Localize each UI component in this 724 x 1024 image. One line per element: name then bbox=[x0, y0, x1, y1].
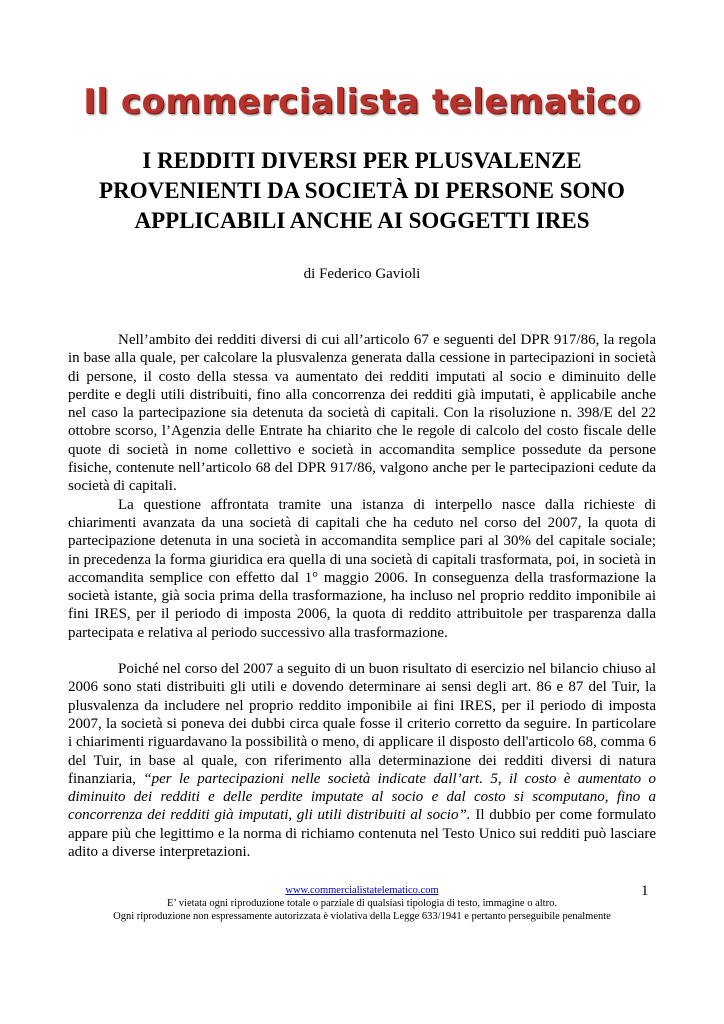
footer-copyright-line-1: E’ vietata ogni riproduzione totale o parziale di qualsiasi tipologia di testo, immagine o altro. bbox=[167, 898, 557, 909]
article-title-line-3: APPLICABILI ANCHE AI SOGGETTI IRES bbox=[134, 208, 590, 233]
article-title-line-1: I REDDITI DIVERSI PER PLUSVALENZE bbox=[142, 148, 582, 173]
page-number: 1 bbox=[641, 883, 649, 899]
article-body bbox=[68, 331, 656, 861]
paragraph-3-quote: “per le partecipazioni nelle società indicate dall’art. 5, il costo è aumentato o diminuito dei redditi e delle perdite imputate al socio e dal costo si scomputano, fino a concorrenza dei redditi già imputati, gli utili distribuiti al socio”. bbox=[68, 770, 656, 824]
article-title-line-2: PROVENIENTI DA SOCIETÀ DI PERSONE SONO bbox=[99, 178, 625, 203]
brand-logo-text: Il commercialista telematico bbox=[83, 82, 641, 122]
paragraph-3-text-after: Il dubbio per come formulato appare più che legittimo e la norma di richiamo contenuta nel Testo Unico sui redditi può lasciare adito a diverse interpretazioni. bbox=[68, 807, 656, 861]
paragraph-2: La questione affrontata tramite una istanza di interpello nasce dalla richieste di chiarimenti avanzata da una società di capitali che ha ceduto nel corso del 2007, la quota di partecipazione detenuta in una società in accomandita semplice pari al 30% del capitale sociale; in precedenza la forma giuridica era quella di una società di capitali trasformata, poi, in società in accomandita semplice con effetto dal 1° maggio 2006. In conseguenza della trasformazione la società istante, già socia prima della trasformazione, ha incluso nel proprio reddito imponibile ai fini IRES, per il periodo di imposta 2006, la quota di reddito attribuitole per trasparenza dalla partecipata e relativa al periodo successivo alla trasformazione. bbox=[68, 496, 656, 641]
brand-logo bbox=[0, 82, 724, 122]
paragraph-3 bbox=[68, 660, 656, 861]
paragraph-1: Nell’ambito dei redditi diversi di cui all’articolo 67 e seguenti del DPR 917/86, la regola in base alla quale, per calcolare la plusvalenza generata dalla cessione in partecipazioni in società di persone, il costo della stessa va aumentato dei redditi imputati al socio e diminuito delle perdite e degli utili distribuiti, fino alla concorrenza dei redditi già imputati, è applicabile anche nel caso la partecipazione sia detenuta da società di capitali. Con la risoluzione n. 398/E del 22 ottobre scorso, l’Agenzia delle Entrate ha chiarito che le regole di calcolo del costo fiscale delle quote di società in nome collettivo e società in accomandita semplice possedute da persone fisiche, contenute nell’articolo 68 del DPR 917/86, valgono anche per le partecipazioni cedute da società di capitali. bbox=[68, 332, 656, 495]
article-author: di Federico Gavioli bbox=[303, 266, 421, 282]
footer-copyright-line-2: Ogni riproduzione non espressamente autorizzata è violativa della Legge 633/1941 e pertanto perseguibile penalmente bbox=[113, 911, 611, 922]
page-footer bbox=[0, 884, 724, 923]
paragraph-3-text-before: Poiché nel corso del 2007 a seguito di un buon risultato di esercizio nel bilancio chiuso al 2006 sono stati distribuiti gli utili e dovendo determinare ai sensi degli art. 86 e 87 del Tuir, la plusvalenza da includere nel proprio reddito imponibile ai fini IRES, per il periodo di imposta 2007, la società si poneva dei dubbi circa quale fosse il criterio corretto da seguire. In particolare i chiarimenti riguardavano la possibilità o meno, di applicare il disposto dell'articolo 68, comma 6 del Tuir, in base al quale, con riferimento alla determinazione dei redditi diversi di natura finanziaria, bbox=[68, 661, 656, 787]
website-link[interactable]: www.commercialistatelematico.com bbox=[285, 885, 439, 896]
article-title bbox=[40, 146, 684, 236]
